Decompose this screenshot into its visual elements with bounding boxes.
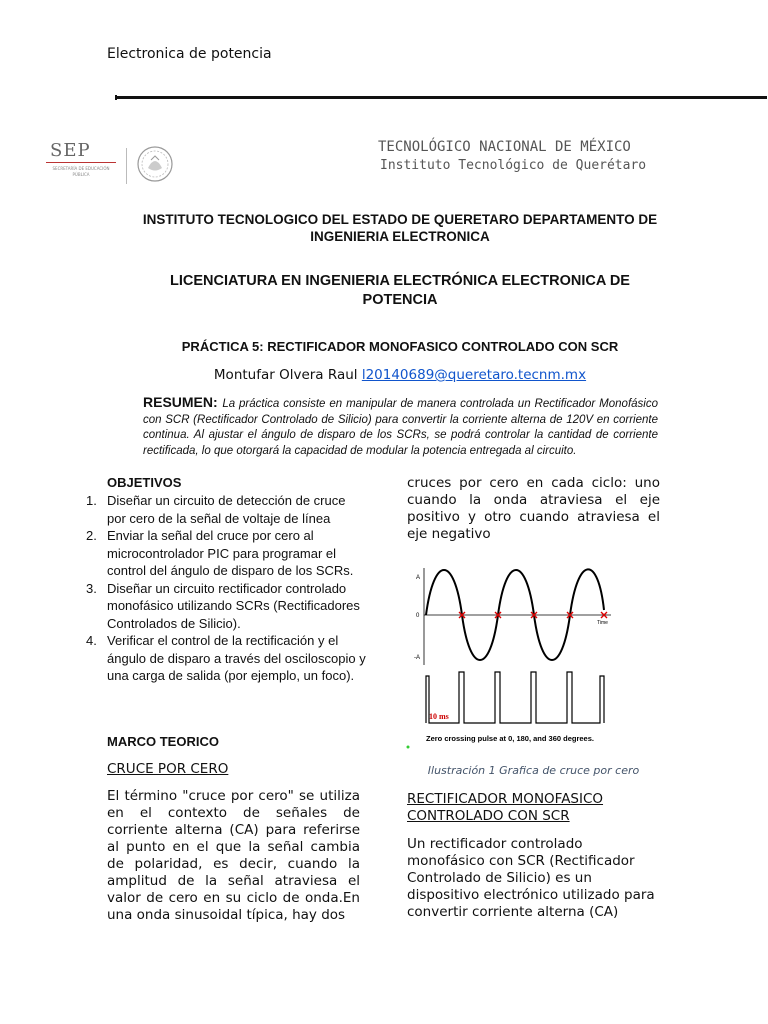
sep-logo: [22, 140, 122, 185]
objectives-list: [86, 492, 366, 685]
logo-divider: [126, 148, 127, 184]
axis-label-a: A: [416, 575, 421, 581]
institution-title: INSTITUTO TECNOLOGICO DEL ESTADO DE QUERETARO DEPARTAMENTO DE INGENIERIA ELECTRONICA: [142, 212, 658, 244]
list-item: 2. Enviar la señal del cruce por cero al microcontrolador PIC para programar el control del ángulo de disparo de los SCRs.: [86, 528, 354, 578]
sep-logo-line: [46, 162, 116, 165]
mexico-seal-icon: [135, 140, 175, 188]
program-title: LICENCIATURA EN INGENIERIA ELECTRÓNICA ELECTRONICA DE POTENCIA: [170, 273, 630, 308]
sep-logo-subtitle: SECRETARÍA DE EDUCACIÓN PÚBLICA: [52, 166, 110, 177]
cruce-body-continued: cruces por cero en cada ciclo: uno cuando la onda atraviesa el eje positivo y otro cuando atraviesa el eje negativo: [407, 475, 660, 542]
marco-heading: MARCO TEORICO: [107, 734, 219, 749]
practice-title: PRÁCTICA 5: RECTIFICADOR MONOFASICO CONTROLADO CON SCR: [181, 339, 619, 354]
abstract-body: La práctica consiste en manipular de manera controlada un Rectificador Monofásico con SCR (Rectificador Controlado de Silicio) para convertir la corriente alterna de 120V en corriente continua. Al ajustar el ángulo de disparo de los SCRs, se podrá controlar la cantidad de corriente rectificada, lo que otorgará la capacidad de modular la potencia entregada al circuito.: [143, 398, 658, 457]
pulse-train: [426, 672, 604, 723]
abstract-heading: RESUMEN: [143, 394, 214, 410]
author-line: [140, 367, 660, 383]
figure-caption: Ilustración 1 Grafica de cruce por cero: [427, 764, 640, 777]
sep-logo-text: SEP: [50, 140, 91, 161]
cruce-heading: CRUCE POR CERO: [107, 761, 229, 777]
list-item: 3. Diseñar un circuito rectificador controlado monofásico utilizando SCRs (Rectificadores Controlados de Silicio).: [86, 580, 360, 631]
header-rule-tick: [115, 95, 117, 100]
time-label: Time: [597, 620, 608, 626]
green-dot: [407, 746, 410, 749]
axis-label-neg-a: -A: [414, 655, 420, 661]
tecnm-title: TECNOLÓGICO NACIONAL DE MÉXICO: [378, 139, 631, 155]
header-rule: [115, 96, 767, 99]
list-item: 4. Verificar el control de la rectificación y el ángulo de disparo a través del osciloscopio y una carga de salida (por ejemplo, un foco).: [86, 633, 366, 683]
rectifier-heading: RECTIFICADOR MONOFASICO CONTROLADO CON SCR: [407, 791, 604, 824]
axis-label-zero: 0: [416, 613, 420, 619]
running-header: Electronica de potencia: [107, 46, 272, 62]
author-name: Montufar Olvera Raul: [213, 367, 362, 383]
abstract: RESUMEN: La práctica consiste en manipular de manera controlada un Rectificador Monofásico con SCR (Rectificador Controlado de Silicio) para convertir la corriente alterna de 120V en corriente continua. Al ajustar el ángulo de disparo de los SCRs, se podrá controlar la cantidad de corriente rectificada, lo que otorgará la capacidad de modular la potencia entregada al circuito.: [143, 394, 658, 457]
zero-crossing-graph: [406, 560, 626, 750]
author-email-link[interactable]: l20140689@queretaro.tecnm.mx: [361, 367, 587, 383]
figure-inner-caption: Zero crossing pulse at 0, 180, and 360 degrees.: [426, 734, 594, 743]
itq-title: Instituto Tecnológico de Querétaro: [380, 158, 647, 173]
list-item: 1. Diseñar un circuito de detección de cruce por cero de la señal de voltaje de línea: [86, 493, 346, 526]
pulse-label: 10 ms: [429, 712, 449, 721]
rectifier-body: Un rectificador controlado monofásico con SCR (Rectificador Controlado de Silicio) es un dispositivo electrónico utilizado para convertir corriente alterna (CA): [407, 836, 655, 920]
zero-crossing-figure: [406, 560, 626, 750]
objectives-heading: OBJETIVOS: [107, 475, 182, 490]
cruce-body: El término "cruce por cero" se utiliza en el contexto de señales de corriente alterna (CA) para referirse al punto en el que la señal cambia de polaridad, es decir, cuando la amplitud de la señal atraviesa el valor de cero en su ciclo de onda.En una onda sinusoidal típica, hay dos: [107, 788, 360, 923]
